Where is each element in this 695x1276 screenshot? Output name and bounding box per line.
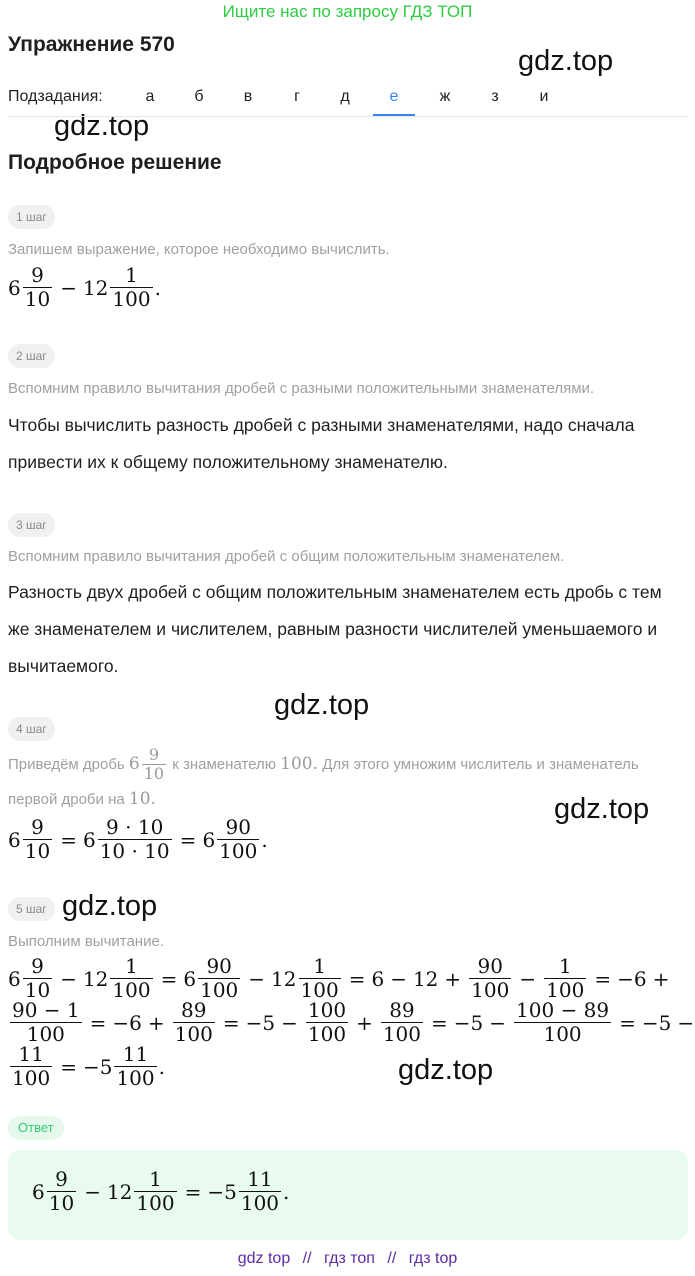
footer-separator: // [302, 1250, 312, 1267]
subtasks-label: Подзадания: [8, 88, 103, 105]
watermark: gdz.top [62, 890, 158, 922]
subtask-a[interactable]: а [145, 88, 155, 105]
subtask-e-active[interactable]: е [373, 86, 415, 116]
watermark: gdz.top [398, 1054, 494, 1086]
step-5-hint: Выполним вычитание. [8, 933, 164, 950]
step-3-rule: Разность двух дробей с общим положительным знаменателем есть дробь с тем же знаменателем и числителем, равным разности числителей уменьшаемого и вычитаемого. [8, 582, 662, 676]
footer-links [0, 1250, 695, 1268]
answer-badge: Ответ [8, 1116, 64, 1140]
step-3-badge: 3 шаг [8, 513, 55, 537]
step-2-hint: Вспомним правило вычитания дробей с разными положительными знаменателями. [8, 380, 595, 397]
subtask-z[interactable]: з [491, 88, 499, 105]
step-3-hint: Вспомним правило вычитания дробей с общим положительным знаменателем. [8, 548, 565, 565]
step-4-expression: 6 $\frac{9}{10}$ = 6 $\frac{9 \cdot 10}{10 \cdot 10}$ = 6 $\frac{90}{100}$ . [8, 815, 268, 863]
step-5-line-1: 6 $\frac{9}{10}$ − 12 $\frac{1}{100}$ = 6 $\frac{90}{100}$ − 12 $\frac{1}{100}$ = 6 − 12 + $\frac{90}{100}$ − $\frac{1}{100}$ = −6 + [8, 954, 670, 1002]
footer-link-gdz-top[interactable]: gdz top [237, 1250, 291, 1267]
step-5-line-2: $\frac{90 - 1}{100}$ = −6 + $\frac{89}{100}$ = −5 − $\frac{100}{100}$ + $\frac{89}{100}$ = −5 − $\frac{100 - 89}{100}$ = −5 − [12, 998, 695, 1046]
answer-box [8, 1150, 688, 1240]
step-2-rule: Чтобы вычислить разность дробей с разными знаменателями, надо сначала привести их к общему положительному знаменателю. [8, 415, 635, 472]
solution-title: Подробное решение [8, 151, 222, 174]
subtask-d[interactable]: д [340, 88, 350, 105]
subtask-g[interactable]: г [294, 88, 300, 105]
exercise-title: Упражнение 570 [8, 33, 175, 56]
footer-separator: // [387, 1250, 397, 1267]
step-5-badge: 5 шаг [8, 897, 55, 921]
step-1-badge: 1 шаг [8, 205, 55, 229]
answer-expression: 6 $\frac{9}{10}$ − 12 $\frac{1}{100}$ = −5 $\frac{11}{100}$ . [32, 1167, 290, 1215]
step-1-expression: 6 $\frac{9}{10}$ − 12 $\frac{1}{100}$ . [8, 263, 161, 311]
subtask-i[interactable]: и [539, 88, 549, 105]
subtask-b[interactable]: б [194, 88, 204, 105]
step-1-hint: Запишем выражение, которое необходимо вычислить. [8, 241, 390, 258]
footer-link-gdz-top-mixed[interactable]: гдз top [408, 1250, 458, 1267]
step-4-hint: Приведём дробь 6 $\frac{9}{10}$ к знаменателю 100. Для этого умножим числитель и знаменатель первой дроби на 10. [8, 745, 639, 809]
subtask-zh[interactable]: ж [439, 88, 451, 105]
watermark: gdz.top [274, 689, 370, 721]
step-4-badge: 4 шаг [8, 717, 55, 741]
watermark: gdz.top [54, 110, 150, 142]
subtask-v[interactable]: в [243, 88, 253, 105]
footer-link-gdz-top-ru[interactable]: гдз топ [324, 1250, 375, 1267]
subtasks-nav [8, 86, 688, 117]
watermark: gdz.top [554, 793, 650, 825]
top-banner: Ищите нас по запросу ГДЗ ТОП [222, 2, 473, 21]
step-2-badge: 2 шаг [8, 344, 55, 368]
watermark: gdz.top [518, 45, 614, 77]
step-5-line-3: $\frac{11}{100}$ = −5 $\frac{11}{100}$ . [12, 1042, 165, 1090]
